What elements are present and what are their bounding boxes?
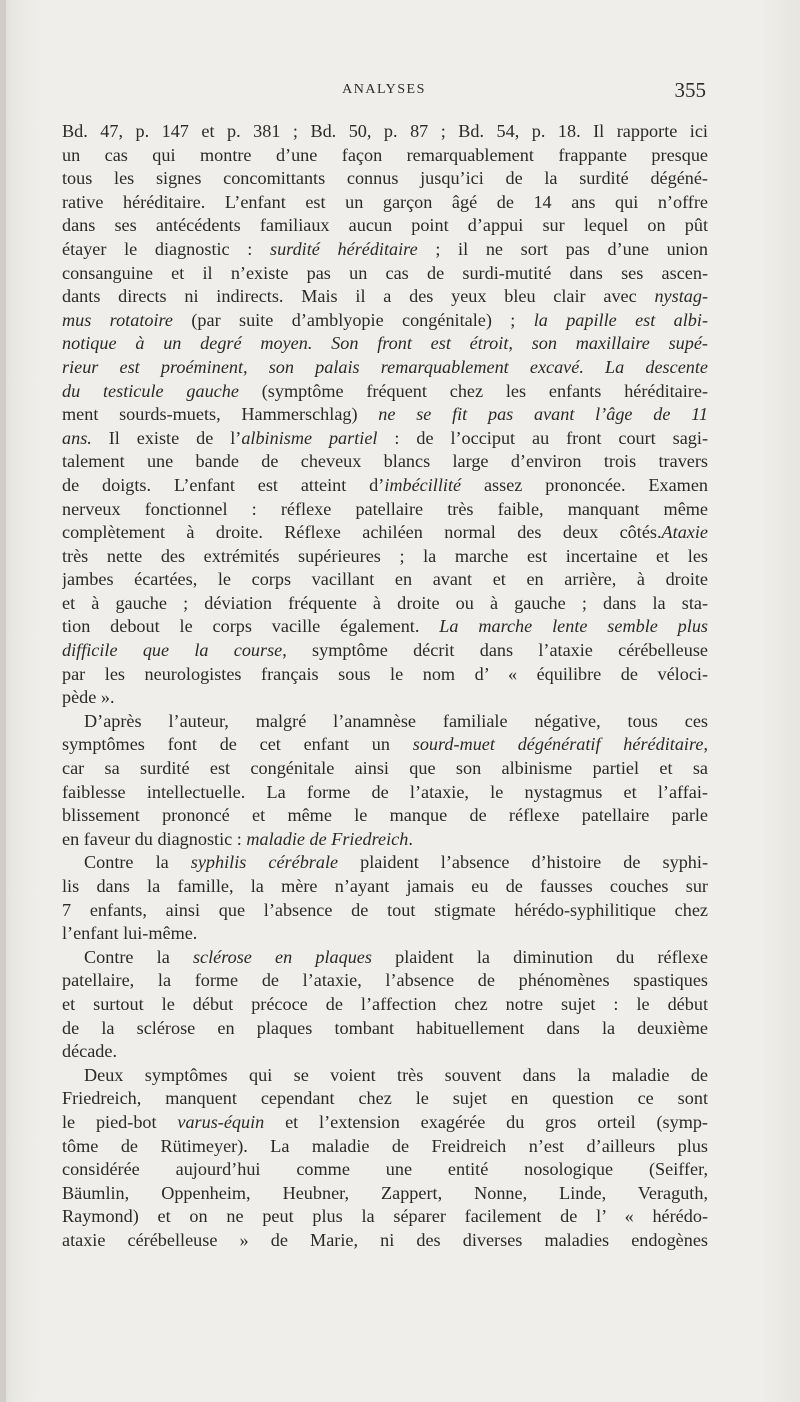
text-span: très nette des extrémités supérieures ; la marche est incertaine et les	[62, 545, 708, 566]
text-line	[62, 498, 708, 522]
text-line	[62, 1017, 708, 1041]
text-line	[62, 285, 708, 309]
italic-text: difficile que la course	[62, 640, 283, 661]
text-span: Deux symptômes qui se voient très souvent dans la maladie de	[84, 1064, 708, 1085]
text-span: et l’extension exagérée du gros orteil (symp-	[264, 1111, 708, 1132]
text-span: , symptôme décrit dans l’ataxie cérébelleuse	[282, 640, 708, 661]
text-span: lis dans la famille, la mère n’ayant jamais eu de fausses couches sur	[62, 876, 708, 896]
text-line	[62, 427, 708, 451]
text-span: un cas qui montre d’une façon remarquablement frappante presque	[62, 144, 708, 165]
text-span: considérée aujourd’hui comme une entité nosologique (Seiffer,	[62, 1159, 708, 1180]
text-line	[62, 663, 708, 687]
text-line	[62, 1205, 708, 1229]
text-line	[62, 545, 708, 569]
text-span: en faveur du diagnostic :	[62, 828, 247, 849]
text-line	[62, 356, 708, 380]
italic-text: maladie de Friedreich	[246, 828, 409, 849]
text-span: pède ».	[62, 687, 115, 708]
text-line	[62, 474, 708, 498]
text-line	[62, 144, 708, 168]
text-span: patellaire, la forme de l’ataxie, l’absence de phénomènes spastiques	[62, 970, 708, 991]
text-line	[62, 804, 708, 828]
text-span: car sa surdité est congénitale ainsi que son albinisme partiel et sa	[62, 758, 708, 779]
text-line	[62, 568, 708, 592]
text-span: ataxie cérébelleuse » de Marie, ni des diverses maladies endogènes	[62, 1229, 708, 1250]
italic-text: ans.	[62, 427, 92, 448]
text-span: .	[408, 828, 413, 849]
text-span: tôme de Rütimeyer). La maladie de Freidreich n’est d’ailleurs plus	[62, 1135, 708, 1156]
text-span: rative héréditaire. L’enfant est un garçon âgé de 14 ans qui n’offre	[62, 191, 708, 212]
italic-text: notique à un degré moyen. Son front est étroit, son maxillaire supé-	[62, 333, 708, 354]
text-span: Raymond) et on ne peut plus la séparer facilement de l’ « hérédo-	[62, 1206, 708, 1227]
text-line	[62, 120, 708, 144]
running-head: ANALYSES	[342, 82, 426, 97]
italic-text: rieur est proéminent, son palais remarquablement excavé. La descente	[62, 356, 708, 377]
text-span: Contre la	[84, 852, 191, 873]
text-span: symptômes font de cet enfant un	[62, 734, 413, 755]
text-line	[62, 1064, 708, 1088]
text-span: D’après l’auteur, malgré l’anamnèse familiale négative, tous ces	[84, 710, 708, 731]
text-line	[62, 922, 708, 946]
text-line	[62, 309, 708, 333]
text-line	[62, 592, 708, 616]
text-line	[62, 191, 708, 215]
text-line	[62, 686, 708, 710]
text-line	[62, 1229, 708, 1253]
text-span: par les neurologistes français sous le nom d’ « équilibre de véloci-	[62, 663, 708, 684]
text-line	[62, 380, 708, 404]
text-line	[62, 710, 708, 734]
text-span: nerveux fonctionnel : réflexe patellaire très faible, manquant même	[62, 498, 708, 519]
text-line	[62, 238, 708, 262]
text-span: ,	[703, 734, 708, 755]
text-span: l’enfant lui-même.	[62, 923, 198, 944]
text-line	[62, 757, 708, 781]
italic-text: imbécillité	[384, 474, 462, 495]
text-span: consanguine et il n’existe pas un cas de surdi-mutité dans ses ascen-	[62, 262, 708, 283]
text-line	[62, 993, 708, 1017]
italic-text: syphilis cérébrale	[190, 852, 339, 873]
text-span: talement une bande de cheveux blancs large d’environ trois travers	[62, 451, 708, 472]
text-line	[62, 1087, 708, 1111]
text-span: Il existe de l’	[91, 427, 242, 448]
text-line	[62, 639, 708, 663]
text-span: ment sourds-muets, Hammerschlag)	[62, 404, 379, 425]
text-line	[62, 875, 708, 899]
text-span: faiblesse intellectuelle. La forme de l’ataxie, le nystagmus et l’affai-	[62, 781, 708, 802]
text-span: (symptôme fréquent chez les enfants héréditaire-	[238, 380, 708, 401]
text-line	[62, 403, 708, 427]
text-span: de la sclérose en plaques tombant habituellement dans la deuxième	[62, 1017, 708, 1038]
italic-text: ne se fit pas avant l’âge de 11	[378, 404, 708, 425]
italic-text: sourd-muet dégénératif héréditaire	[412, 734, 704, 755]
text-span: Friedreich, manquent cependant chez le sujet en question ce sont	[62, 1088, 708, 1109]
italic-text: surdité héréditaire	[270, 238, 418, 259]
text-span: et surtout le début précoce de l’affection chez notre sujet : le début	[62, 993, 708, 1014]
text-line	[62, 1040, 708, 1064]
text-line	[62, 946, 708, 970]
text-span: dans ses antécédents familiaux aucun point d’appui sur lequel on pût	[62, 215, 708, 236]
text-span: le pied-bot	[62, 1111, 178, 1132]
text-span: blissement prononcé et même le manque de réflexe patellaire parle	[62, 805, 708, 826]
italic-text: varus-équin	[177, 1111, 265, 1132]
text-line	[62, 262, 708, 286]
text-span: 7 enfants, ainsi que l’absence de tout stigmate hérédo-syphilitique chez	[62, 899, 708, 920]
text-line	[62, 899, 708, 923]
text-span: (par suite d’amblyopie congénitale) ;	[173, 309, 534, 330]
text-span: et à gauche ; déviation fréquente à droite ou à gauche ; dans la sta-	[62, 592, 708, 613]
text-line	[62, 1182, 708, 1206]
text-span: décade.	[62, 1041, 118, 1062]
page-header	[62, 78, 706, 102]
text-span: tous les signes concomittants connus jusqu’ici de la surdité dégéné-	[62, 168, 708, 189]
text-line	[62, 332, 708, 356]
italic-text: mus rotatoire	[62, 309, 173, 330]
text-span: Bäumlin, Oppenheim, Heubner, Zappert, Nonne, Linde, Veraguth,	[62, 1182, 708, 1203]
text-span: étayer le diagnostic :	[62, 238, 271, 259]
text-span: de doigts. L’enfant est atteint d’	[62, 474, 385, 495]
text-line	[62, 733, 708, 757]
text-line	[62, 1135, 708, 1159]
text-span: ; il ne sort pas d’une union	[417, 238, 708, 259]
italic-text: albinisme partiel	[241, 427, 378, 448]
text-span: complètement à droite. Réflexe achiléen normal des deux côtés.	[62, 522, 662, 543]
page-gutter	[0, 0, 6, 1402]
text-line	[62, 828, 708, 852]
text-line	[62, 450, 708, 474]
italic-text: Ataxie	[661, 522, 708, 543]
text-line	[62, 1158, 708, 1182]
italic-text: la papille est albi-	[533, 309, 708, 330]
italic-text: La marche lente semble plus	[439, 616, 708, 637]
text-line	[62, 167, 708, 191]
text-span: Bd. 47, p. 147 et p. 381 ; Bd. 50, p. 87 ; Bd. 54, p. 18. Il rapporte ici	[62, 121, 708, 141]
text-line	[62, 521, 708, 545]
italic-text: nystag-	[654, 286, 708, 307]
text-line	[62, 781, 708, 805]
body-text	[62, 120, 708, 1253]
text-span: assez prononcée. Examen	[461, 474, 708, 495]
text-span: Contre la	[84, 946, 193, 967]
italic-text: sclérose en plaques	[192, 946, 372, 967]
text-span: plaident l’absence d’histoire de syphi-	[338, 852, 708, 873]
text-line	[62, 969, 708, 993]
text-line	[62, 851, 708, 875]
text-line	[62, 214, 708, 238]
page-number: 355	[674, 78, 706, 102]
italic-text: du testicule gauche	[62, 380, 239, 401]
text-span: : de l’occiput au front court sagi-	[377, 427, 708, 448]
text-span: dants directs ni indirects. Mais il a des yeux bleu clair avec	[62, 286, 655, 307]
text-line	[62, 1111, 708, 1135]
text-span: jambes écartées, le corps vacillant en avant et en arrière, à droite	[62, 569, 708, 590]
text-span: plaident la diminution du réflexe	[371, 946, 708, 967]
text-span: tion debout le corps vacille également.	[62, 616, 440, 637]
text-line	[62, 615, 708, 639]
